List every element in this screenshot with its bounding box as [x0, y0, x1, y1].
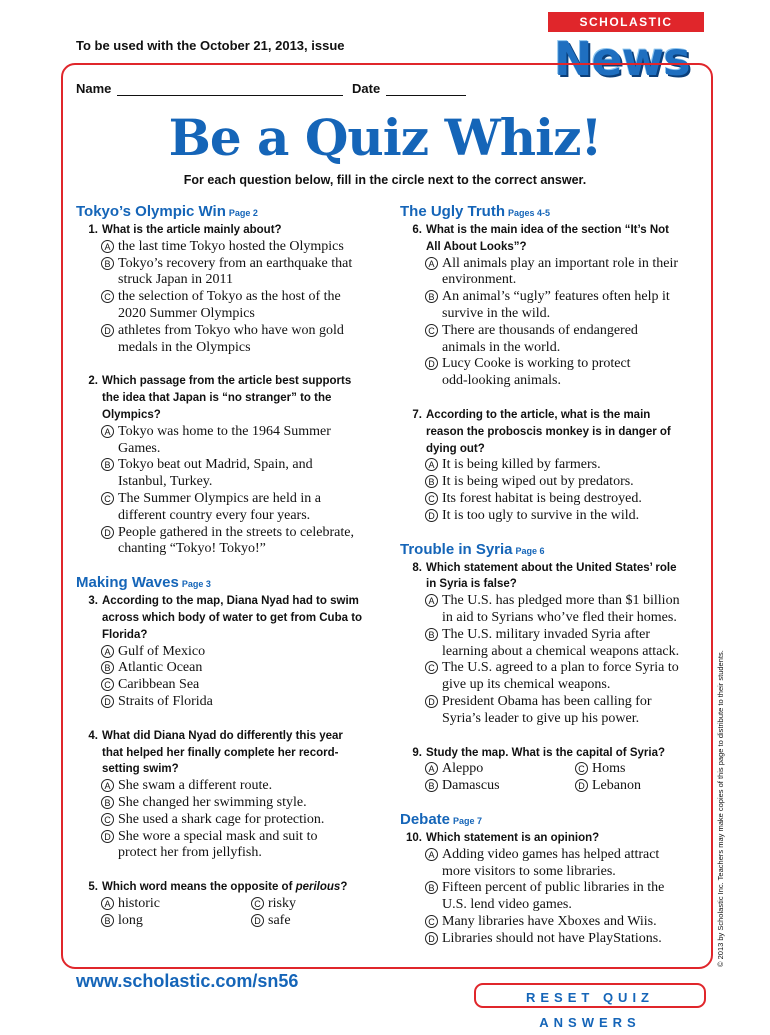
answer-text-line: Lucy Cooke is working to protect — [442, 356, 631, 372]
section-title: Making Waves — [76, 574, 179, 592]
answer-bubble[interactable]: C — [101, 813, 114, 826]
answer-option[interactable] — [76, 677, 376, 694]
answer-text-line: The U.S. has pledged more than $1 billion — [442, 593, 680, 609]
answer-option[interactable] — [400, 847, 700, 881]
question — [76, 879, 376, 929]
answer-text-line: odd-looking animals. — [442, 373, 561, 389]
answer-option[interactable] — [400, 660, 700, 694]
question — [400, 745, 700, 795]
answer-text-line: President Obama has been calling for — [442, 693, 652, 709]
question-text-line: dying out? — [426, 442, 485, 455]
answer-bubble[interactable]: A — [101, 779, 114, 792]
question — [76, 373, 376, 558]
answer-text: Homs — [592, 761, 626, 777]
answer-text-line: All animals play an important role in their — [442, 255, 678, 271]
answer-bubble[interactable]: C — [425, 661, 438, 674]
answer-text-line: Games. — [118, 440, 161, 456]
answer-text-line: animals in the world. — [442, 339, 561, 355]
question-text-line: What did Diana Nyad do differently this year — [102, 729, 343, 742]
answer-bubble[interactable]: A — [425, 762, 438, 775]
answer-text: safe — [268, 912, 291, 928]
answer-text-line: environment. — [442, 272, 517, 288]
answer-bubble[interactable]: B — [425, 779, 438, 792]
answer-bubble[interactable]: C — [101, 492, 114, 505]
answer-text-line: People gathered in the streets to celebrate, — [118, 524, 354, 540]
question-text-line: Which passage from the article best supports — [102, 375, 352, 388]
question — [400, 560, 700, 728]
answer-bubble[interactable]: C — [425, 492, 438, 505]
answer-option[interactable] — [76, 424, 376, 458]
question-number: 8. — [412, 561, 422, 574]
question-text-line: What is the article mainly about? — [102, 224, 282, 236]
question-text-line: According to the map, Diana Nyad had to swim — [102, 595, 359, 608]
answer-bubble[interactable]: B — [101, 796, 114, 809]
answer-option[interactable] — [400, 880, 700, 914]
answer-text-line: Gulf of Mexico — [118, 643, 206, 659]
answer-text: Aleppo — [442, 761, 484, 777]
question — [400, 407, 700, 525]
answer-option[interactable] — [400, 694, 700, 728]
question-stem — [76, 879, 376, 896]
question-text-line: Olympics? — [102, 408, 161, 421]
answer-bubble[interactable]: A — [425, 594, 438, 607]
section-page-ref: Pages 4-5 — [508, 208, 551, 218]
section-page-ref: Page 7 — [453, 815, 483, 826]
answer-option[interactable] — [76, 256, 376, 290]
answer-bubble[interactable]: D — [575, 779, 588, 792]
answer-text-line: Adding video games has helped attract — [442, 846, 660, 862]
answer-bubble[interactable]: D — [251, 914, 264, 927]
instructions: For each question below, fill in the circle next to the correct answer. — [183, 173, 587, 187]
copyright-notice: © 2013 by Scholastic Inc. Teachers may make copies of this page to distribute to their students. — [716, 650, 725, 967]
answer-bubble[interactable]: C — [101, 678, 114, 691]
answer-bubble[interactable]: D — [101, 324, 114, 337]
answer-text-line: The Summer Olympics are held in a — [118, 490, 321, 506]
answer-option[interactable] — [76, 812, 376, 829]
answer-option[interactable] — [400, 593, 700, 627]
date-field[interactable] — [352, 81, 466, 96]
answer-option[interactable] — [76, 795, 376, 812]
question-stem — [76, 593, 376, 643]
question-text-line: According to the article, what is the main — [426, 408, 651, 421]
reset-quiz-button[interactable]: RESET QUIZ ANSWERS — [474, 983, 706, 1008]
answer-bubble[interactable]: B — [425, 628, 438, 641]
answer-text-line: 2020 Summer Olympics — [118, 305, 255, 321]
answer-bubble[interactable]: D — [101, 695, 114, 708]
answer-text-line: She swam a different route. — [118, 778, 273, 794]
answer-text-line: Caribbean Sea — [118, 677, 200, 693]
answer-bubble[interactable]: B — [425, 290, 438, 303]
answer-bubble[interactable]: A — [425, 257, 438, 270]
answer-bubble[interactable]: A — [101, 425, 114, 438]
answer-text-line: An animal’s “ugly” features often help it — [442, 289, 670, 305]
answer-text-line: Fifteen percent of public libraries in the — [442, 880, 665, 896]
answer-text-line: struck Japan in 2011 — [118, 272, 233, 288]
answer-bubble[interactable]: B — [425, 475, 438, 488]
answer-text-line: Its forest habitat is being destroyed. — [442, 490, 642, 506]
answer-option[interactable] — [550, 761, 700, 778]
answer-option[interactable] — [76, 660, 376, 677]
answer-text-line: different country every four years. — [118, 507, 311, 523]
answer-option[interactable] — [76, 913, 226, 930]
answer-row — [76, 896, 376, 913]
answer-option[interactable] — [400, 914, 700, 931]
answer-text-line: Tokyo beat out Madrid, Spain, and — [118, 457, 313, 473]
section-heading — [76, 574, 376, 591]
answer-option[interactable] — [76, 239, 376, 256]
answer-text: historic — [118, 895, 160, 911]
answer-bubble[interactable]: B — [425, 881, 438, 894]
question-text-line: setting swim? — [102, 763, 179, 776]
answer-text-line: She wore a special mask and suit to — [118, 828, 318, 844]
answer-option[interactable] — [400, 323, 700, 357]
answer-text-line: There are thousands of endangered — [442, 322, 638, 338]
question-text-line: Study the map. What is the capital of Syria? — [426, 746, 665, 759]
question — [400, 222, 700, 390]
answer-bubble[interactable]: A — [101, 897, 114, 910]
answer-option[interactable] — [76, 644, 376, 661]
answer-option[interactable] — [76, 778, 376, 795]
answer-text-line: Libraries should not have PlayStations. — [442, 930, 662, 946]
answer-text-line: give up its chemical weapons. — [442, 677, 611, 693]
answer-text-line: U.S. lend video games. — [442, 897, 572, 913]
answer-option[interactable] — [76, 525, 376, 559]
name-underline[interactable] — [117, 95, 343, 96]
name-field[interactable] — [76, 81, 343, 96]
question-stem — [400, 560, 700, 594]
question-text-line: that helped her finally complete her record- — [102, 746, 339, 759]
question-stem — [400, 407, 700, 457]
question-text-line: across which body of water to get from Cuba to — [102, 611, 363, 624]
answer-text-line: Straits of Florida — [118, 693, 213, 709]
question-text-line: in Syria is false? — [426, 578, 517, 591]
question-stem — [400, 830, 700, 847]
question-stem — [400, 222, 700, 256]
answer-bubble[interactable]: C — [251, 897, 264, 910]
date-underline[interactable] — [386, 95, 466, 96]
question-number: 9. — [412, 746, 422, 759]
name-label: Name — [76, 81, 112, 96]
answer-bubble[interactable]: A — [425, 458, 438, 471]
answer-row — [400, 761, 700, 778]
answer-bubble[interactable]: D — [101, 526, 114, 539]
answer-text: risky — [268, 895, 296, 911]
answer-text-line: Atlantic Ocean — [118, 660, 203, 676]
answer-bubble[interactable]: D — [425, 509, 438, 522]
question-stem — [76, 728, 376, 778]
date-label: Date — [352, 81, 381, 96]
question-number: 3. — [88, 595, 98, 608]
answer-text-line: She used a shark cage for protection. — [118, 811, 325, 827]
answer-option[interactable] — [550, 778, 700, 795]
answer-option[interactable] — [76, 829, 376, 863]
footer-url[interactable]: www.scholastic.com/sn56 — [76, 971, 299, 991]
answer-bubble[interactable]: B — [101, 914, 114, 927]
answer-option[interactable] — [76, 896, 226, 913]
question-text-line: All About Looks”? — [426, 240, 527, 253]
answer-text-line: It is being killed by farmers. — [442, 457, 601, 473]
answer-text: long — [118, 912, 143, 928]
answer-bubble[interactable]: D — [425, 357, 438, 370]
answer-text: Damascus — [442, 778, 500, 794]
question-text-line: Which statement about the United States’ role — [426, 561, 677, 574]
answer-option[interactable] — [76, 289, 376, 323]
answer-text-line: Tokyo was home to the 1964 Summer — [118, 423, 331, 439]
answer-option[interactable] — [400, 778, 550, 795]
section-heading — [400, 203, 700, 220]
answer-text-line: Istanbul, Turkey. — [118, 474, 213, 490]
answer-text-line: She changed her swimming style. — [118, 794, 307, 810]
answer-row — [76, 913, 376, 930]
answer-option[interactable] — [400, 256, 700, 290]
question-text-line: Which word means the opposite of perilous? — [102, 881, 348, 894]
question-number: 4. — [88, 729, 98, 742]
left-column — [76, 203, 376, 929]
answer-bubble[interactable]: D — [101, 830, 114, 843]
answer-text-line: the last time Tokyo hosted the Olympics — [118, 238, 344, 254]
answer-text-line: medals in the Olympics — [118, 339, 251, 355]
answer-text-line: Many libraries have Xboxes and Wiis. — [442, 913, 657, 929]
answer-option[interactable] — [400, 474, 700, 491]
answer-text-line: It is being wiped out by predators. — [442, 474, 634, 490]
question-text-line: What is the main idea of the section “It’s Not — [426, 224, 670, 236]
answer-text-line: It is too ugly to survive in the wild. — [442, 507, 640, 523]
question — [76, 593, 376, 711]
page-title: Be a Quiz Whiz! — [168, 108, 602, 167]
answer-bubble[interactable]: C — [425, 915, 438, 928]
answer-text-line: learning about a chemical weapons attack. — [442, 643, 680, 659]
answer-bubble[interactable]: B — [101, 661, 114, 674]
answer-option[interactable] — [400, 457, 700, 474]
answer-option[interactable] — [400, 761, 550, 778]
logo-brand-bar: SCHOLASTIC — [548, 12, 704, 32]
answer-option[interactable] — [76, 323, 376, 357]
answer-bubble[interactable]: A — [101, 645, 114, 658]
answer-bubble[interactable]: C — [575, 762, 588, 775]
right-column — [400, 203, 700, 947]
section-title: Tokyo’s Olympic Win — [76, 203, 226, 220]
answer-text-line: Tokyo’s recovery from an earthquake that — [118, 255, 353, 271]
question-stem — [400, 745, 700, 762]
answer-bubble[interactable]: C — [101, 290, 114, 303]
section-page-ref: Page 6 — [515, 545, 545, 556]
question-number: 5. — [88, 881, 98, 894]
answer-bubble[interactable]: C — [425, 324, 438, 337]
question-number: 10. — [406, 831, 422, 844]
section-heading — [76, 203, 376, 220]
answer-text-line: protect her from jellyfish. — [118, 845, 262, 861]
question-text-line: Florida? — [102, 628, 148, 641]
section-heading — [400, 811, 700, 828]
answer-bubble[interactable]: A — [101, 240, 114, 253]
question-text-line: reason the proboscis monkey is in danger of — [426, 425, 671, 438]
section-page-ref: Page 2 — [228, 208, 258, 218]
answer-bubble[interactable]: D — [425, 932, 438, 945]
answer-text-line: survive in the wild. — [442, 305, 551, 321]
answer-option[interactable] — [226, 896, 376, 913]
issue-note: To be used with the October 21, 2013, issue — [76, 38, 345, 53]
answer-text-line: in aid to Syrians who’ve fled their homes. — [442, 609, 677, 625]
answer-option[interactable] — [400, 289, 700, 323]
question-number: 2. — [88, 375, 98, 388]
answer-option[interactable] — [400, 491, 700, 508]
answer-option[interactable] — [400, 627, 700, 661]
section-title: Debate — [400, 810, 451, 828]
answer-text: Lebanon — [592, 778, 641, 794]
answer-text-line: Syria’s leader to give up his power. — [442, 710, 640, 726]
answer-bubble[interactable]: B — [101, 257, 114, 270]
answer-text-line: chanting “Tokyo! Tokyo!” — [118, 541, 266, 557]
question-text-line: the idea that Japan is “no stranger” to the — [102, 392, 332, 405]
question — [76, 222, 376, 356]
section-heading — [400, 541, 700, 558]
question — [400, 830, 700, 948]
question-number: 1. — [88, 224, 98, 236]
section-title: Trouble in Syria — [400, 540, 513, 558]
question-stem — [76, 222, 376, 239]
answer-text-line: more visitors to some libraries. — [442, 863, 616, 879]
answer-bubble[interactable]: A — [425, 848, 438, 861]
answer-option[interactable] — [400, 356, 700, 390]
question — [76, 728, 376, 862]
logo-brand-name: News — [554, 32, 690, 86]
answer-text-line: The U.S. agreed to a plan to force Syria to — [442, 660, 679, 676]
answer-option[interactable] — [76, 457, 376, 491]
section-page-ref: Page 3 — [181, 579, 211, 590]
answer-text-line: The U.S. military invaded Syria after — [442, 626, 650, 642]
section-title: The Ugly Truth — [400, 203, 505, 220]
answer-text-line: athletes from Tokyo who have won gold — [118, 322, 344, 338]
answer-bubble[interactable]: B — [101, 458, 114, 471]
answer-option[interactable] — [76, 491, 376, 525]
answer-option[interactable] — [76, 694, 376, 711]
answer-bubble[interactable]: D — [425, 695, 438, 708]
question-number: 7. — [412, 408, 422, 421]
answer-row — [400, 778, 700, 795]
answer-option[interactable] — [400, 508, 700, 525]
question-stem — [76, 373, 376, 423]
answer-option[interactable] — [226, 913, 376, 930]
question-number: 6. — [412, 224, 422, 236]
answer-option[interactable] — [400, 931, 700, 948]
answer-text-line: the selection of Tokyo as the host of the — [118, 289, 341, 305]
question-text-line: Which statement is an opinion? — [426, 831, 600, 844]
